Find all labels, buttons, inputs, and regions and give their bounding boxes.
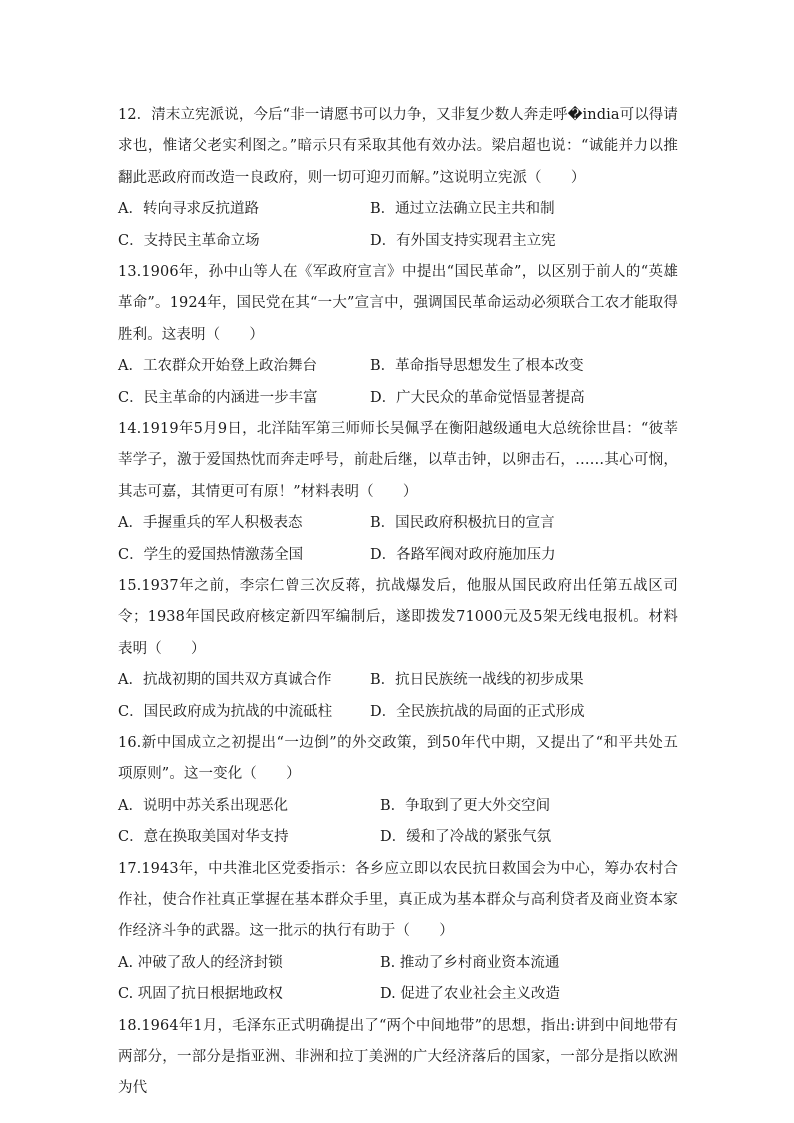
option-b: B．国民政府积极抗日的宣言 <box>370 515 555 532</box>
option-a: A．抗战初期的国共双方真诚合作 <box>118 672 332 689</box>
option-d: D．缓和了冷战的紧张气氛 <box>380 829 552 846</box>
option-d: D．有外国支持实现君主立宪 <box>370 232 556 249</box>
option-c: C．支持民主革命立场 <box>118 232 260 249</box>
option-a: A．说明中苏关系出现恶化 <box>118 797 288 814</box>
option-b: B．通过立法确立民主共和制 <box>370 201 555 218</box>
question-17 <box>118 854 678 1011</box>
option-a: A．手握重兵的军人积极表态 <box>118 515 303 532</box>
question-stem: 15.1937年之前，李宗仁曾三次反蒋，抗战爆发后，他服从国民政府出任第五战区司令；1938年国民政府核定新四军编制后，遂即拨发71000元及5架无线电报机。材料表明（ ） <box>118 578 678 657</box>
question-stem: 16.新中国成立之初提出“一边倒”的外交政策，到50年代中期，又提出了“和平共处五项原则”。这一变化（ ） <box>118 735 678 783</box>
question-stem: 17.1943年，中共淮北区党委指示：各乡应立即以农民抗日救国会为中心，筹办农村合作社，使合作社真正掌握在基本群众手里，真正成为基本群众与高利贷者及商业资本家作经济斗争的武器。这一批示的执行有助于（ ） <box>118 860 678 940</box>
question-stem: 13.1906年，孙中山等人在《军政府宣言》中提出“国民革命”，以区别于前人的“英雄革命”。1924年，国民党在其“一大”宣言中，强调国民革命运动必须联合工农才能取得胜利。这表明（ ） <box>118 264 678 343</box>
option-c: C．民主革命的内涵进一步丰富 <box>118 389 318 406</box>
question-12 <box>118 100 678 257</box>
option-d: D．各路军阀对政府施加压力 <box>370 546 556 563</box>
option-a: A．工农群众开始登上政治舞台 <box>118 358 317 375</box>
option-grid <box>118 194 678 257</box>
option-grid <box>118 351 678 414</box>
option-c: C．意在换取美国对华支持 <box>118 829 289 846</box>
question-15 <box>118 571 678 728</box>
question-stem: 14.1919年5月9日，北洋陆军第三师师长吴佩孚在衡阳越级通电大总统徐世昌：“彼莘莘学子，激于爱国热忱而奔走呼号，前赴后继，以草击钟，以卵击石，……其心可悯，其志可嘉，其情更可有原！”材料表明（ ） <box>118 421 678 500</box>
question-stem: 12．清末立宪派说，今后“非一请愿书可以力争，又非复少数人奔走呼�india可以得请求也，惟诸父老实利图之。”暗示只有采取其他有效办法。梁启超也说：“诚能并力以推翻此恶政府而改造一良政府，则一切可迎刃而解。”这说明立宪派（ ） <box>118 107 678 186</box>
option-c: C. 巩固了抗日根据地政权 <box>118 986 283 1003</box>
option-d: D. 促进了农业社会主义改造 <box>380 986 560 1003</box>
question-13 <box>118 257 678 414</box>
option-a: A. 冲破了敌人的经济封锁 <box>118 954 283 971</box>
option-d: D．全民族抗战的局面的正式形成 <box>370 703 585 720</box>
option-b: B．抗日民族统一战线的初步成果 <box>370 672 584 689</box>
option-grid <box>118 665 678 728</box>
option-grid <box>118 508 678 571</box>
question-18 <box>118 1011 678 1105</box>
option-b: B．争取到了更大外交空间 <box>380 797 551 814</box>
question-stem: 18.1964年1月，毛泽东正式明确提出了“两个中间地带”的思想，指出:讲到中间地带有两部分，一部分是指亚洲、非洲和拉丁美洲的广大经济落后的国家，一部分是指以欧洲为代 <box>118 1017 678 1097</box>
option-c: C．学生的爱国热情激荡全国 <box>118 546 304 563</box>
option-c: C．国民政府成为抗战的中流砥柱 <box>118 703 333 720</box>
option-b: B. 推动了乡村商业资本流通 <box>380 954 560 971</box>
option-grid <box>118 791 678 854</box>
option-grid <box>118 948 678 1011</box>
option-d: D．广大民众的革命觉悟显著提高 <box>370 389 585 406</box>
question-list <box>118 100 678 1105</box>
option-a: A．转向寻求反抗道路 <box>118 201 259 218</box>
question-14 <box>118 414 678 571</box>
option-b: B．革命指导思想发生了根本改变 <box>370 358 584 375</box>
question-16 <box>118 728 678 854</box>
